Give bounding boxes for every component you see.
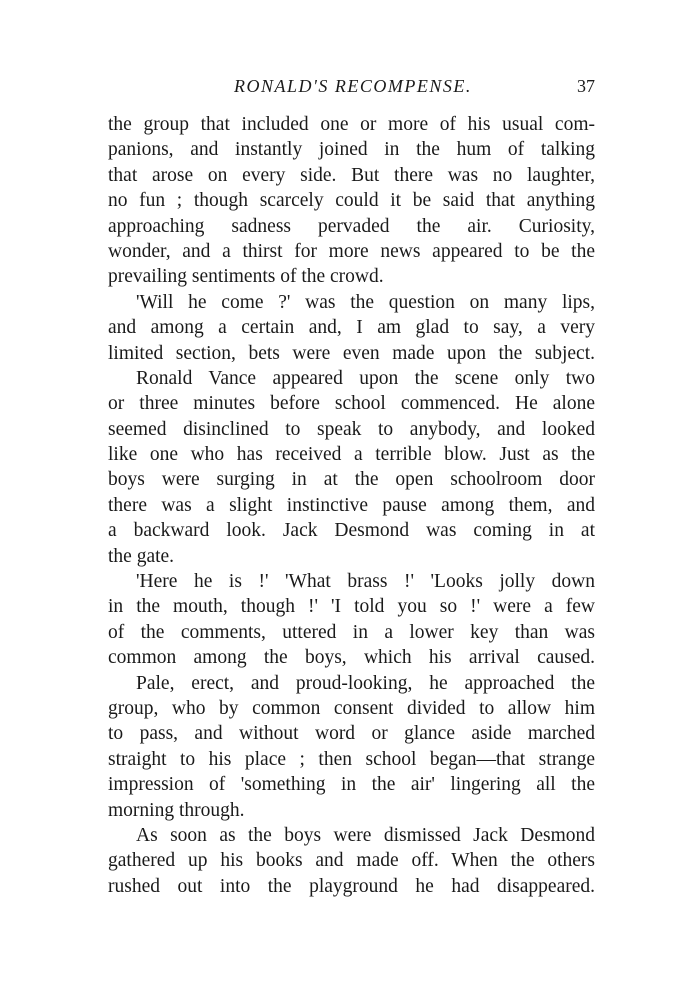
text-line: Ronald Vance appeared upon the scene only two [136, 367, 595, 389]
running-title: RONALD'S RECOMPENSE. [234, 76, 472, 96]
text-line: or three minutes before school commenced. He alone [108, 393, 595, 415]
text-line: limited section, bets were even made upon the subject. [108, 342, 595, 364]
body-text [108, 112, 595, 899]
text-line: rushed out into the playground he had disappeared. [108, 875, 595, 897]
text-line: wonder, and a thirst for more news appeared to be the [108, 240, 595, 262]
text-line: Pale, erect, and proud-looking, he approached the [136, 672, 595, 694]
text-line: group, who by common consent divided to allow him [108, 697, 595, 719]
text-line: in the mouth, though !' 'I told you so !' were a few [108, 596, 595, 618]
running-head [108, 76, 595, 102]
text-line: of the comments, uttered in a lower key than was [108, 621, 595, 643]
text-line: like one who has received a terrible blow. Just as the [108, 444, 595, 466]
text-line: there was a slight instinctive pause among them, and [108, 494, 595, 516]
text-line: common among the boys, which his arrival caused. [108, 647, 595, 669]
text-line: that arose on every side. But there was no laughter, [108, 164, 595, 186]
text-line: approaching sadness pervaded the air. Curiosity, [108, 215, 595, 237]
text-line: a backward look. Jack Desmond was coming in at [108, 520, 595, 542]
text-line: As soon as the boys were dismissed Jack Desmond [136, 824, 595, 846]
text-line: seemed disinclined to speak to anybody, and looked [108, 418, 595, 440]
text-line: prevailing sentiments of the crowd. [108, 266, 384, 288]
text-line: to pass, and without word or glance aside marched [108, 723, 595, 745]
text-line: and among a certain and, I am glad to say, a very [108, 317, 595, 339]
page-number: 37 [577, 76, 595, 96]
text-line: morning through. [108, 799, 245, 821]
text-line: straight to his place ; then school began—that strange [108, 748, 595, 770]
text-line: 'Will he come ?' was the question on many lips, [136, 291, 595, 313]
text-line: the group that included one or more of his usual com- [108, 114, 595, 135]
text-line: 'Here he is !' 'What brass !' 'Looks jolly down [136, 571, 595, 593]
text-line: panions, and instantly joined in the hum of talking [108, 139, 595, 161]
text-line: impression of 'something in the air' lingering all the [108, 774, 595, 796]
text-line: the gate. [108, 545, 175, 567]
text-line: no fun ; though scarcely could it be said that anything [108, 190, 595, 212]
text-line: gathered up his books and made off. When the others [108, 850, 595, 872]
text-line: boys were surging in at the open schoolroom door [108, 469, 595, 491]
